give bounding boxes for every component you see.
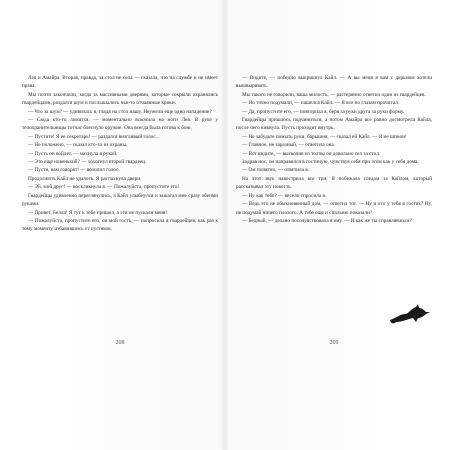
paragraph: — Но точно подумали, — нашелся Кайл. — Я все по глазам прочитал. [242,100,400,107]
paragraph: — Что за шум? — удивилась я, глядя на стол нашу. Неужели еще одно нападение? [28,108,212,115]
paragraph: — Главное, не заразный, — ответила она. [242,142,336,149]
left-page-number: 208 [115,340,125,346]
paragraph: — Видите, — победно выкрикнул Кайл. — А вы меня я вам с дерьмом хотели вышвыривать. [236,75,432,90]
paragraph: — Вот видите, — выскочив из толпы он довольно сел за стол. [242,150,381,157]
fox-silhouette-icon [388,302,432,326]
paragraph: — Это еще новенький? — хохотнул второй гвардеец. [28,159,147,166]
left-page [22,74,218,336]
paragraph: Продолжить Кайл не удалось. Я распахнула двери. [28,175,142,182]
paragraph: — Эй, мой друг! — воскликнула я. — Пожалуйста, пропустите его! [28,184,180,191]
paragraph: — Сюда кто-то ломится. — моментально вскочила на ноги Лея. В руке у телохранительницы тотчас блеснуло оружие. Она всегда была готова к бою. [22,117,218,132]
paragraph: — Пожалуйста, пропустите его, он мой гость, — попросила я гвардейцев, как раз к тому моменту избавившись от пустяков. [22,217,218,233]
paragraph: — Бедный, — делано посочувствовала я ему. — И как же ты справляешься? [242,217,412,224]
paragraph: Гвардейцы удивленно переглянулись, а Кайл улыбнулся и зашагал мне сразу обеими руками. [22,192,218,208]
right-page-number: 209 [329,340,339,346]
paragraph: — Не положено, — сказал кто-то из охраны. [28,142,128,149]
paragraph: Лея и Амайра. Вторая, правда, за стол не села — сказала, что на службе и не имеет права. [22,75,218,90]
paragraph: — Не забудьте помыть руки, барышня, — сказал ей Кайл. — Я не шпион! [242,133,407,140]
paragraph: На этот звук навострила все три. Я побежала следом за Кайлом, который рассказывал эту новость. [236,175,432,191]
paragraph: Мы такого не говорили, ваша милость, — растерянно ответил один из гвардейцев. [242,91,426,98]
paragraph: — Да, пропустите его, — повторила я, беря за руки друга за руки форму. [242,108,405,115]
paragraph: Мы почти закончили, когда за массивными дверями, которые сокрыли охранялись гвардейцами, раздался шум и послышались чьи-то отчаянные крики. [22,91,218,107]
paragraph: — Ом понятно, — ответила я. [242,167,310,174]
left-page-text [22,74,218,234]
paragraph: Гвардейцы пришлось подчиниться, а потом Амайра все равно досмотрела Кайла, после чего кивнула. Пусть проходит внутрь. [236,117,432,132]
right-page [236,74,432,336]
right-page-text [236,74,432,225]
paragraph: — Ну как тебе? — весело спросила я. [242,192,327,199]
paragraph: — Пустите! Я ее секретарь! — раздался визгливый голос... [28,133,160,140]
paragraph: Задрав нос, он направился в гостиную, чувствуя себя при этом как у себя дома. [242,159,419,166]
paragraph: — Ведь это не обыкновенный дом, — ответил тот. — Ну и кто у тебя в гостях? Ну, не подумай ничего плохого. А тебе еще и спальню показали? [236,201,432,216]
paragraph: — Пусть он войдет, — махнула я рукой. [28,150,118,157]
paragraph: — Привет, Белла! Я тут к тебе пришел, а эти не пускали меня! [28,209,168,216]
paragraph: — Пусти, вам говорят! — возопил голос. [28,167,120,174]
